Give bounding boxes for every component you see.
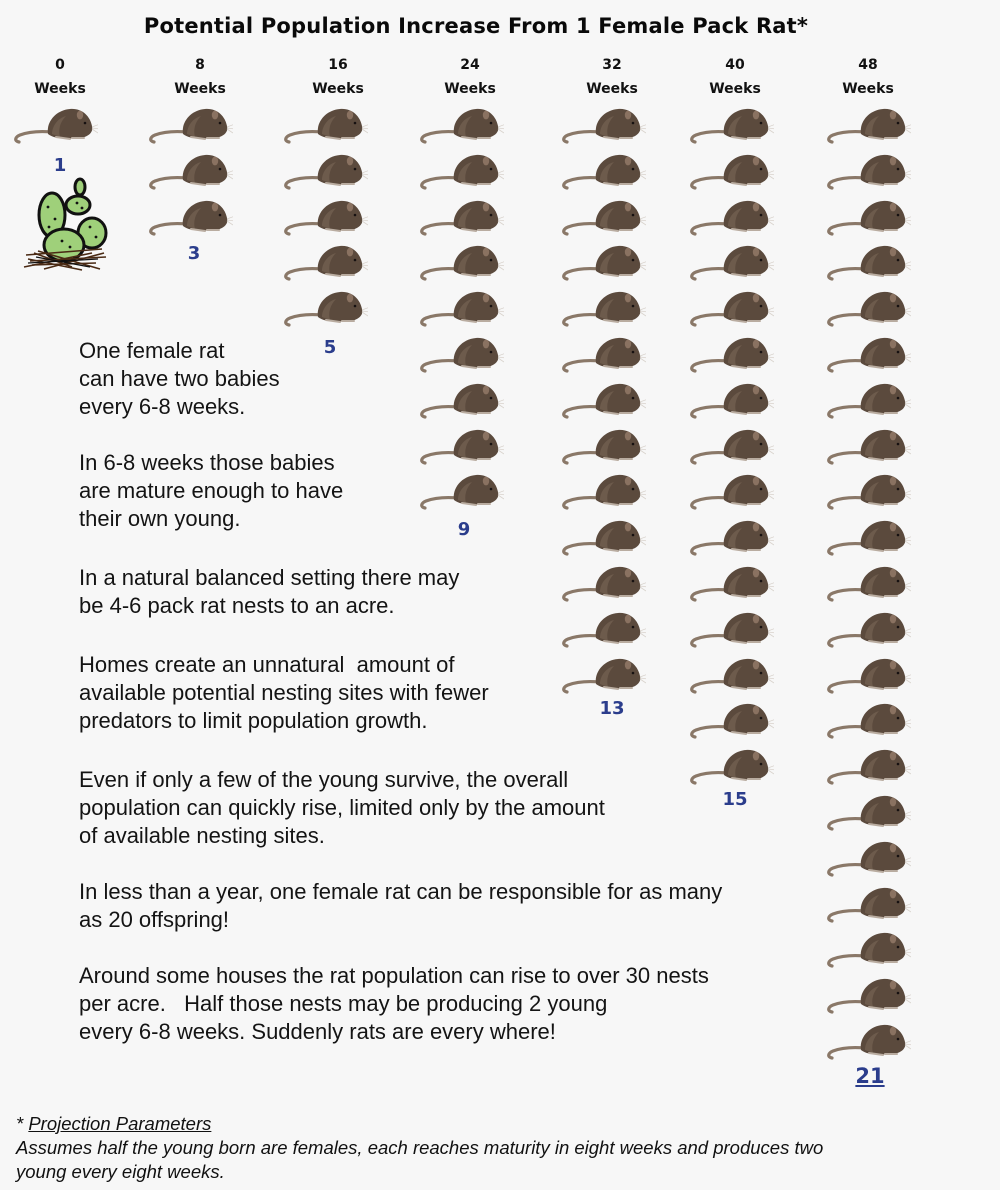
rat-icon xyxy=(418,287,504,329)
rat-icon xyxy=(688,745,774,787)
footnote-line: young every eight weeks. xyxy=(16,1161,225,1182)
info-paragraph xyxy=(79,564,459,620)
info-paragraph xyxy=(79,878,722,934)
week-unit: Weeks xyxy=(444,81,496,97)
footnote-title: Projection Parameters xyxy=(28,1113,212,1134)
chart-title: Potential Population Increase From 1 Female Pack Rat* xyxy=(143,14,809,38)
paragraph-line: every 6-8 weeks. xyxy=(79,394,246,419)
rat-icon xyxy=(418,379,504,421)
footnote xyxy=(16,1112,823,1184)
rat-icon xyxy=(825,425,911,467)
rat-icon xyxy=(825,241,911,283)
rat-icon xyxy=(147,104,233,146)
rat-icon xyxy=(560,516,646,558)
rat-icon xyxy=(418,241,504,283)
footnote-asterisk: * xyxy=(16,1113,29,1134)
rat-icon xyxy=(825,883,911,925)
rat-icon xyxy=(825,562,911,604)
rat-icon xyxy=(12,104,98,146)
rat-icon xyxy=(560,333,646,375)
week-unit: Weeks xyxy=(709,81,761,97)
rat-icon xyxy=(825,1020,911,1062)
paragraph-line: In 6-8 weeks those babies xyxy=(79,450,335,475)
rat-icon xyxy=(825,608,911,650)
rat-icon xyxy=(688,104,774,146)
paragraph-line: be 4-6 pack rat nests to an acre. xyxy=(79,593,395,618)
rat-icon xyxy=(688,287,774,329)
paragraph-line: can have two babies xyxy=(79,366,280,391)
week-unit: Weeks xyxy=(842,81,894,97)
rat-icon xyxy=(688,425,774,467)
rat-icon xyxy=(688,333,774,375)
rat-icon xyxy=(688,654,774,696)
rat-icon xyxy=(560,104,646,146)
paragraph-line: Homes create an unnatural amount of xyxy=(79,652,455,677)
rat-icon xyxy=(825,654,911,696)
population-count-label: 15 xyxy=(722,789,748,810)
rat-icon xyxy=(560,425,646,467)
rat-icon xyxy=(560,379,646,421)
rat-icon xyxy=(282,287,368,329)
rat-icon xyxy=(825,745,911,787)
rat-icon xyxy=(560,287,646,329)
rat-icon xyxy=(688,241,774,283)
column-header-week-40 xyxy=(685,53,785,101)
week-number: 16 xyxy=(328,57,348,73)
rat-icon xyxy=(688,379,774,421)
paragraph-line: as 20 offspring! xyxy=(79,907,230,932)
rat-icon xyxy=(825,516,911,558)
paragraph-line: every 6-8 weeks. Suddenly rats are every where! xyxy=(79,1019,556,1044)
paragraph-line: per acre. Half those nests may be producing 2 young xyxy=(79,991,608,1016)
rat-icon xyxy=(825,379,911,421)
rat-icon xyxy=(560,150,646,192)
rat-icon xyxy=(688,608,774,650)
info-paragraph xyxy=(79,449,343,533)
column-header-week-8 xyxy=(150,53,250,101)
rat-icon xyxy=(688,150,774,192)
population-count-label: 13 xyxy=(599,698,625,719)
rat-icon xyxy=(282,196,368,238)
rat-icon xyxy=(825,150,911,192)
footnote-line: Assumes half the young born are females, each reaches maturity in eight weeks and produces two xyxy=(16,1137,824,1158)
rat-icon xyxy=(688,470,774,512)
rat-icon xyxy=(825,791,911,833)
rat-icon xyxy=(282,150,368,192)
rat-icon xyxy=(147,196,233,238)
column-header-week-0 xyxy=(10,53,110,101)
cactus-nest-icon xyxy=(22,175,108,273)
paragraph-line: their own young. xyxy=(79,506,241,531)
rat-icon xyxy=(825,699,911,741)
week-number: 24 xyxy=(460,57,480,73)
population-count-label: 1 xyxy=(53,155,67,176)
column-header-week-32 xyxy=(562,53,662,101)
week-number: 0 xyxy=(55,57,65,73)
rat-icon xyxy=(825,470,911,512)
paragraph-line: are mature enough to have xyxy=(79,478,344,503)
rat-icon xyxy=(688,562,774,604)
rat-icon xyxy=(147,150,233,192)
paragraph-line: of available nesting sites. xyxy=(79,823,325,848)
week-number: 8 xyxy=(195,57,205,73)
rat-icon xyxy=(418,425,504,467)
rat-icon xyxy=(688,699,774,741)
paragraph-line: population can quickly rise, limited only by the amount xyxy=(79,795,605,820)
rat-icon xyxy=(282,104,368,146)
info-paragraph xyxy=(79,337,280,421)
week-number: 48 xyxy=(858,57,878,73)
paragraph-line: In less than a year, one female rat can be responsible for as many xyxy=(79,879,723,904)
column-header-week-16 xyxy=(288,53,388,101)
paragraph-line: Even if only a few of the young survive, the overall xyxy=(79,767,569,792)
week-unit: Weeks xyxy=(174,81,226,97)
population-count-label: 3 xyxy=(187,243,201,264)
rat-icon xyxy=(560,654,646,696)
population-count-label: 5 xyxy=(323,337,337,358)
rat-icon xyxy=(418,196,504,238)
rat-icon xyxy=(560,241,646,283)
paragraph-line: available potential nesting sites with fewer xyxy=(79,680,489,705)
rat-icon xyxy=(825,287,911,329)
paragraph-line: predators to limit population growth. xyxy=(79,708,428,733)
rat-icon xyxy=(825,333,911,375)
rat-icon xyxy=(825,837,911,879)
rat-icon xyxy=(418,150,504,192)
info-paragraph xyxy=(79,766,605,850)
paragraph-line: One female rat xyxy=(79,338,225,363)
population-count-label: 9 xyxy=(457,519,471,540)
week-unit: Weeks xyxy=(586,81,638,97)
population-count-label: 21 xyxy=(855,1064,885,1088)
rat-icon xyxy=(418,104,504,146)
info-paragraph xyxy=(79,962,709,1046)
paragraph-line: In a natural balanced setting there may xyxy=(79,565,460,590)
column-header-week-24 xyxy=(420,53,520,101)
rat-icon xyxy=(825,196,911,238)
info-paragraph xyxy=(79,651,489,735)
rat-icon xyxy=(418,333,504,375)
rat-icon xyxy=(560,562,646,604)
column-header-week-48 xyxy=(818,53,918,101)
rat-icon xyxy=(688,196,774,238)
paragraph-line: Around some houses the rat population can rise to over 30 nests xyxy=(79,963,709,988)
week-unit: Weeks xyxy=(312,81,364,97)
rat-icon xyxy=(560,196,646,238)
week-unit: Weeks xyxy=(34,81,86,97)
rat-icon xyxy=(825,928,911,970)
rat-icon xyxy=(282,241,368,283)
rat-icon xyxy=(825,974,911,1016)
week-number: 40 xyxy=(725,57,745,73)
rat-icon xyxy=(688,516,774,558)
week-number: 32 xyxy=(602,57,622,73)
rat-icon xyxy=(560,470,646,512)
rat-icon xyxy=(418,470,504,512)
rat-icon xyxy=(560,608,646,650)
rat-icon xyxy=(825,104,911,146)
